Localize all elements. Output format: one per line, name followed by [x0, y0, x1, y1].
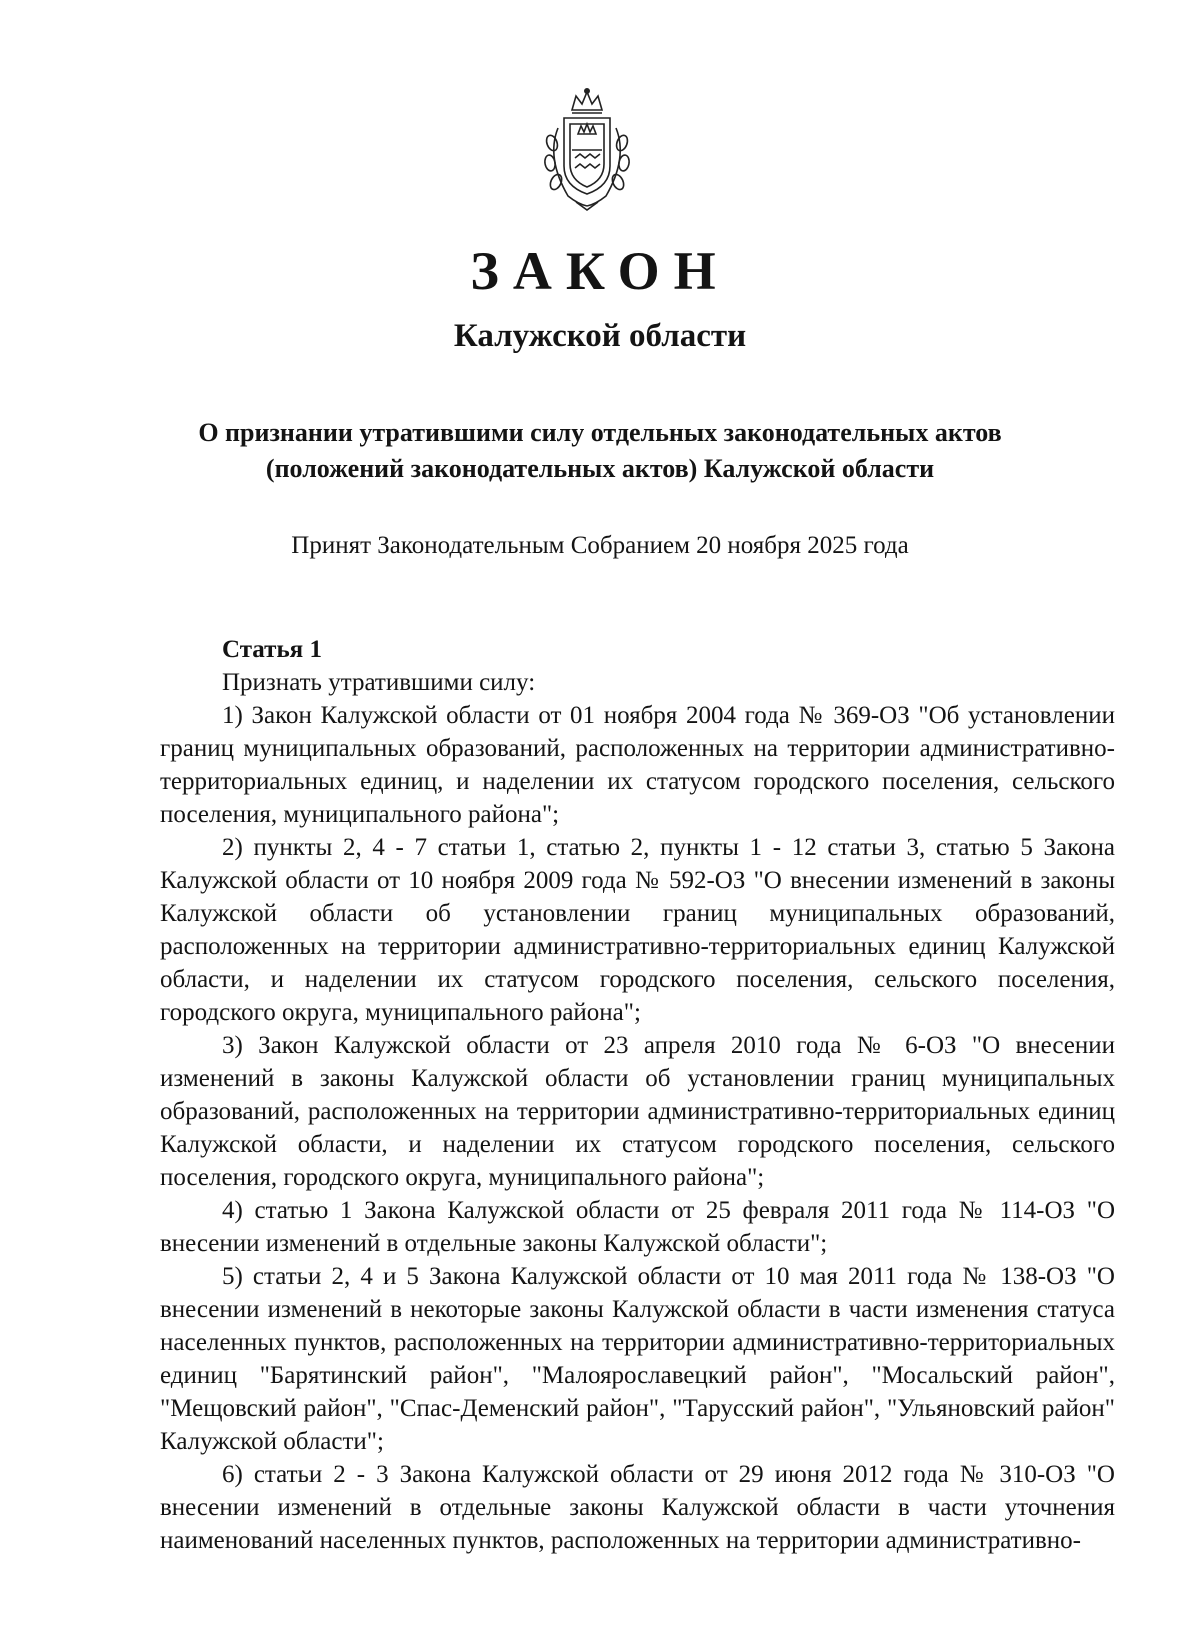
law-title: ЗАКОН	[470, 241, 730, 301]
article-title: Статья 1	[222, 636, 322, 663]
region-name: Калужской области	[453, 318, 747, 354]
list-item: 1) Закон Калужской области от 01 ноября 2004 года № 369-ОЗ "Об установлении границ муниципальных образований, расположенных на территории административно-территориальных единиц, и наделении их статусом городского поселения, сельского поселения, муниципального района";	[160, 702, 1115, 828]
law-subject-line-2: (положений законодательных актов) Калужской области	[265, 454, 935, 483]
list-item: 2) пункты 2, 4 - 7 статьи 1, статью 2, пункты 1 - 12 статьи 3, статью 5 Закона Калужской области от 10 ноября 2009 года № 592-ОЗ "О внесении изменений в законы Калужской области об установлении границ муниципальных образований, расположенных на территории административно-территориальных единиц Калужской области, и наделении их статусом городского поселения, сельского поселения, городского округа, муниципального района";	[160, 834, 1115, 1026]
list-item: 6) статьи 2 - 3 Закона Калужской области от 29 июня 2012 года № 310-ОЗ "О внесении изменений в отдельные законы Калужской области в части уточнения наименований населенных пунктов, расположенных на территории административно-	[160, 1461, 1115, 1554]
coat-of-arms-emblem	[528, 88, 646, 212]
article-body	[160, 633, 1115, 1557]
law-subject-line-1: О признании утратившими силу отдельных законодательных актов	[198, 418, 1002, 447]
list-item: 5) статьи 2, 4 и 5 Закона Калужской области от 10 мая 2011 года № 138-ОЗ "О внесении изменений в некоторые законы Калужской области в части изменения статуса населенных пунктов, расположенных на территории административно-территориальных единиц "Барятинский район", "Малоярославецкий район", "Мосальский район", "Мещовский район", "Спас-Деменский район", "Тарусский район", "Ульяновский район" Калужской области";	[160, 1263, 1115, 1455]
law-subject	[180, 415, 1020, 487]
article-intro: Признать утратившими силу:	[222, 669, 536, 696]
adoption-date-line: Принят Законодательным Собранием 20 ноября 2025 года	[291, 532, 909, 559]
list-item: 3) Закон Калужской области от 23 апреля 2010 года № 6-ОЗ "О внесении изменений в законы Калужской области об установлении границ муниципальных образований, расположенных на территории административно-территориальных единиц Калужской области, и наделении их статусом городского поселения, сельского поселения, городского округа, муниципального района";	[160, 1032, 1115, 1191]
list-item: 4) статью 1 Закона Калужской области от 25 февраля 2011 года № 114-ОЗ "О внесении изменений в отдельные законы Калужской области";	[160, 1197, 1115, 1257]
